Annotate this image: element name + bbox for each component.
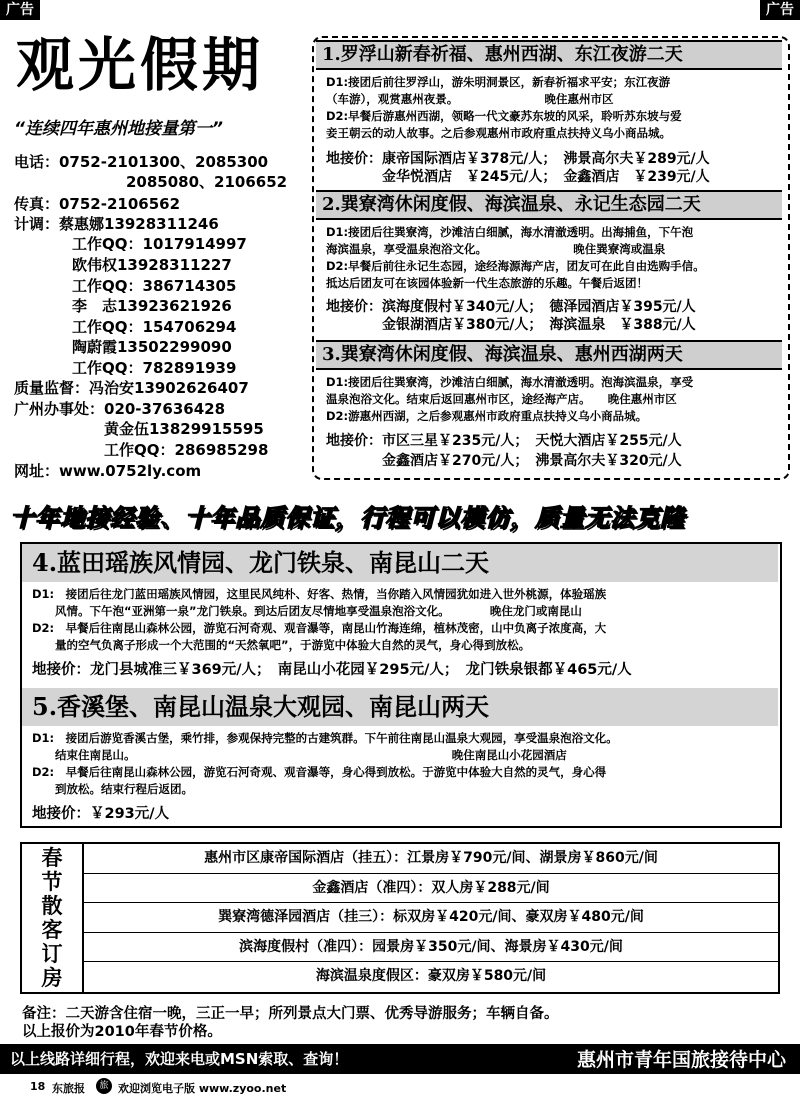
hotel-row: 海滨温泉度假区：豪双房￥580元/间 bbox=[315, 968, 547, 985]
tour-2-line: 抵达后团友可在该园体验新一代生态旅游的乐趣。午餐后返团！ bbox=[326, 276, 648, 290]
brand-slogan: “连续四年惠州地接量第一” bbox=[14, 119, 223, 139]
tour-1-line: （车游），观赏惠州夜景。 晚住惠州市区 bbox=[326, 92, 614, 106]
tour-5-line: D2: 早餐后往南昆山森林公园，游览石河奇观、观音瀑等，身心得到放松。于游览中体验大自然的灵气，身心得 bbox=[32, 765, 607, 779]
hotel-label-char: 订 bbox=[41, 942, 63, 966]
ad-tag-right: 广告 bbox=[760, 0, 800, 20]
tour-4-line: D2: 早餐后往南昆山森林公园，游览石河奇观、观音瀑等，南昆山竹海连绵，植林茂密，山中负离子浓度高，大 bbox=[32, 621, 607, 635]
brand-title: 观光假期 bbox=[16, 31, 265, 99]
tour-2-line: 海滨温泉，享受温泉泡浴文化。 晚住巽寮湾或温泉 bbox=[326, 242, 666, 256]
slogan-banner: 十年地接经验、十年品质保证，行程可以模仿，质量无法克隆 bbox=[10, 503, 685, 532]
contact-planner-2: 欧伟权13928311227 bbox=[72, 256, 232, 274]
contact-planner-1: 计调：蔡惠娜13928311246 bbox=[14, 215, 219, 233]
contact-planner-3: 李 志13923621926 bbox=[72, 297, 232, 315]
tour-4-line: 风情。下午泡“亚洲第一泉”龙门铁泉。到达后团友尽情地享受温泉泡浴文化。 晚住龙门或南昆山 bbox=[32, 604, 582, 618]
tour-5-title: 5.香溪堡、南昆山温泉大观园、南昆山两天 bbox=[22, 688, 778, 726]
contact-phone: 电话：0752-2101300、2085300 bbox=[14, 153, 269, 171]
contact-qq-3: 工作QQ：154706294 bbox=[72, 318, 237, 336]
tour-4-price: 地接价：龙门县城准三￥369元/人； 南昆山小花园￥295元/人； 龙门铁泉银都￥465元/人 bbox=[32, 662, 632, 678]
contact-website[interactable]: 网址：www.0752ly.com bbox=[14, 462, 202, 480]
hotel-label-char: 房 bbox=[41, 966, 63, 990]
tour-4-title: 4.蓝田瑶族风情园、龙门铁泉、南昆山二天 bbox=[22, 544, 778, 582]
tour-3-price: 金鑫酒店￥270元/人； 沸景高尔夫￥320元/人 bbox=[326, 453, 682, 469]
publication-badge-icon: 旅 bbox=[96, 1078, 112, 1094]
tour-3-line: D2:游惠州西湖，之后参观惠州市政府重点扶持义乌小商品城。 bbox=[326, 409, 648, 423]
tour-3-line: D1:接团后往巽寮湾，沙滩洁白细腻，海水清澈透明。泡海滨温泉，享受 bbox=[326, 375, 694, 389]
tour-1-line: 妾王朝云的动人故事。之后参观惠州市政府重点扶持义乌小商品城。 bbox=[326, 126, 671, 140]
note-line: 备注：二天游含住宿一晚，三正一早；所列景点大门票、优秀导游服务；车辆自备。 bbox=[22, 1006, 559, 1022]
hotel-row: 惠州市区康帝国际酒店（挂五）：江景房￥790元/间、湖景房￥860元/间 bbox=[84, 844, 778, 874]
tour-3-title: 3.巽寮湾休闲度假、海滨温泉、惠州西湖两天 bbox=[316, 340, 782, 370]
tour-2-title: 2.巽寮湾休闲度假、海滨温泉、永记生态园二天 bbox=[316, 190, 782, 220]
footer-bar bbox=[0, 1044, 800, 1074]
contact-qq-5: 工作QQ：286985298 bbox=[104, 441, 269, 459]
hotel-label-char: 节 bbox=[41, 870, 63, 894]
tour-5-line: 结束住南昆山。 晚住南昆山小花园酒店 bbox=[32, 748, 567, 762]
page-footer-link[interactable]: 欢迎浏览电子版 www.zyoo.net bbox=[118, 1082, 287, 1095]
tour-2-price: 地接价：滨海度假村￥340元/人； 德泽园酒店￥395元/人 bbox=[326, 299, 696, 315]
note-line: 以上报价为2010年春节价格。 bbox=[22, 1024, 222, 1040]
contact-guangzhou-person: 黄金伍13829915595 bbox=[104, 420, 264, 438]
hotel-label-char: 春 bbox=[41, 846, 63, 870]
tour-2-line: D1:接团后往巽寮湾，沙滩洁白细腻，海水清澈透明。出海捕鱼，下午泡 bbox=[326, 225, 694, 239]
tour-2-price: 金银湖酒店￥380元/人； 海滨温泉 ￥388元/人 bbox=[326, 317, 696, 333]
hotel-label-char: 客 bbox=[41, 918, 63, 942]
footer-contact-text: 以上线路详细行程，欢迎来电或MSN索取、查询！ bbox=[10, 1050, 349, 1068]
contact-phone-2: 2085080、2106652 bbox=[126, 173, 288, 191]
page-number: 18 bbox=[30, 1080, 46, 1093]
tour-4-line: 量的空气负离子形成一个大范围的“天然氧吧”，于游览中体验大自然的灵气，身心得到放松。 bbox=[32, 638, 531, 652]
ad-tag-left: 广告 bbox=[0, 0, 40, 20]
hotel-row: 金鑫酒店（准四）：双人房￥288元/间 bbox=[84, 874, 778, 904]
contact-qq-2: 工作QQ：386714305 bbox=[72, 277, 237, 295]
tour-2-line: D2:早餐后前往永记生态园，途经海源海产店，团友可在此自由选购手信。 bbox=[326, 259, 705, 273]
tour-1-title: 1.罗浮山新春祈福、惠州西湖、东江夜游二天 bbox=[316, 40, 782, 70]
hotel-table-label bbox=[22, 844, 84, 992]
tour-5-line: 到放松。结束行程后返团。 bbox=[32, 782, 193, 796]
hotel-row: 滨海度假村（准四）：园景房￥350元/间、海景房￥430元/间 bbox=[84, 933, 778, 963]
tour-3-price: 地接价：市区三星￥235元/人； 天悦大酒店￥255元/人 bbox=[326, 433, 682, 449]
tour-1-line: D2:早餐后游惠州西湖，领略一代文豪苏东坡的风采，聆听苏东坡与爱 bbox=[326, 109, 682, 123]
hotel-label-char: 散 bbox=[41, 894, 63, 918]
tour-1-line: D1:接团后前往罗浮山，游朱明洞景区，新春祈福求平安；东江夜游 bbox=[326, 75, 671, 89]
tour-3-line: 温泉泡浴文化。结束后返回惠州市区，途经海产店。 晚住惠州市区 bbox=[326, 392, 677, 406]
contact-guangzhou: 广州办事处：020-37636428 bbox=[14, 400, 226, 418]
hotel-row: 巽寮湾德泽园酒店（挂三）：标双房￥420元/间、豪双房￥480元/间 bbox=[84, 903, 778, 933]
contact-qq-4: 工作QQ：782891939 bbox=[72, 359, 237, 377]
contact-planner-4: 陶蔚霞13502299090 bbox=[72, 338, 232, 356]
tour-1-price: 金华悦酒店 ￥245元/人； 金鑫酒店 ￥239元/人 bbox=[326, 169, 710, 185]
contact-quality: 质量监督：冯治安13902626407 bbox=[14, 379, 249, 397]
contact-fax: 传真：0752-2106562 bbox=[14, 195, 181, 213]
footer-agency-name: 惠州市青年国旅接待中心 bbox=[576, 1049, 786, 1071]
tour-1-price: 地接价：康帝国际酒店￥378元/人； 沸景高尔夫￥289元/人 bbox=[326, 151, 710, 167]
tour-4-line: D1: 接团后往龙门蓝田瑶族风情园，这里民风纯朴、好客、热情，当你踏入风情园犹如进入世外桃源，体验瑶族 bbox=[32, 587, 607, 601]
publication-name: 东旅报 bbox=[52, 1082, 85, 1095]
contact-qq-1: 工作QQ：1017914997 bbox=[72, 235, 247, 253]
tour-5-line: D1: 接团后游览香溪古堡，乘竹排，参观保持完整的古建筑群。下午前往南昆山温泉大观园，享受温泉泡浴文化。 bbox=[32, 731, 618, 745]
tour-5-price: 地接价：￥293元/人 bbox=[32, 806, 170, 822]
